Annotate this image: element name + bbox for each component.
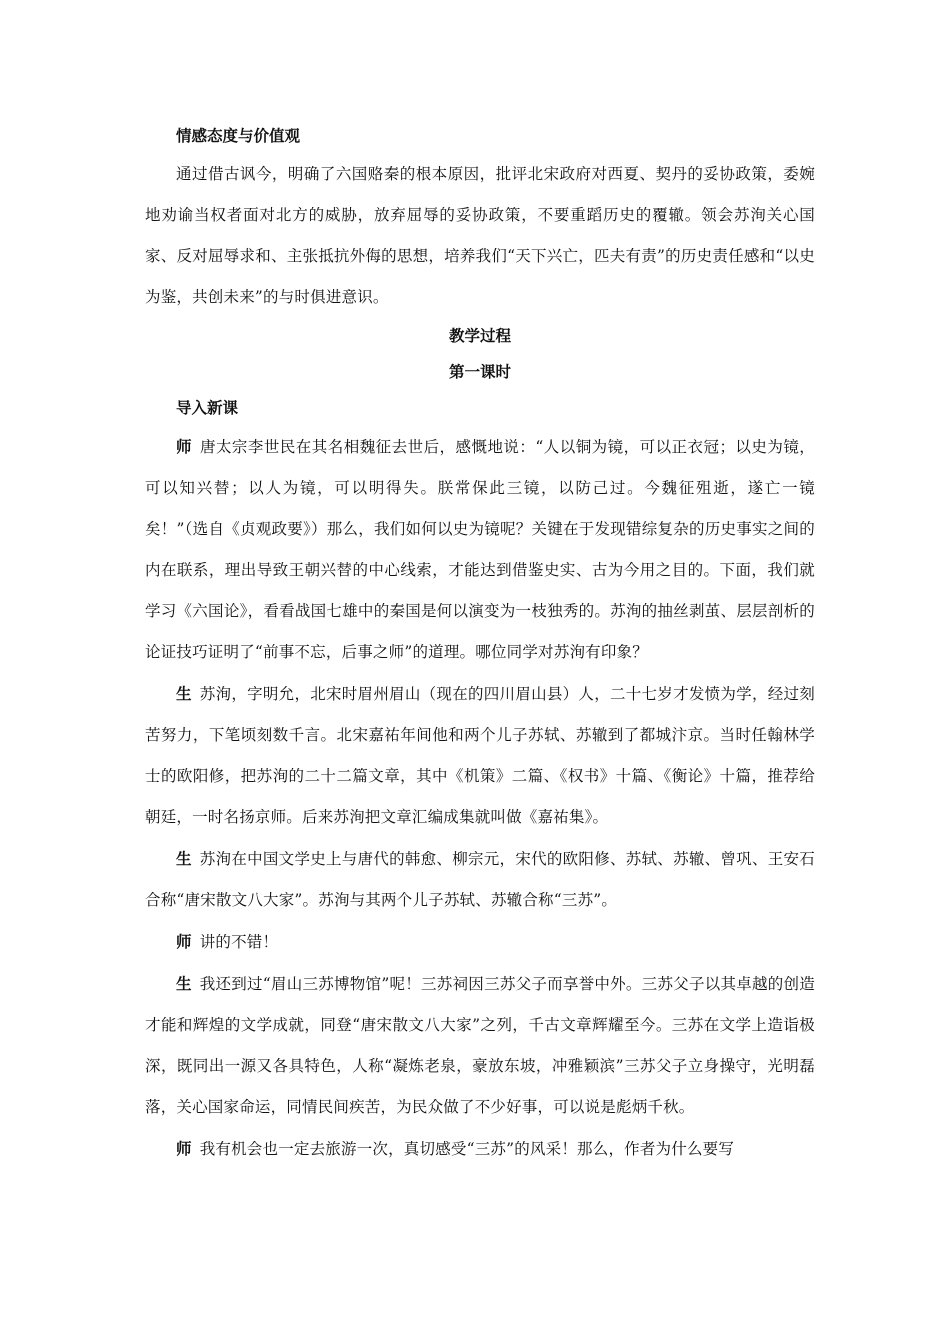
speaker-label: 师: [176, 1139, 192, 1158]
speaker-label: 师: [176, 437, 192, 456]
dialogue-paragraph: [145, 963, 815, 1128]
dialogue-text: 苏洵，字明允，北宋时眉州眉山（现在的四川眉山县）人，二十七岁才发愤为学，经过刻苦努力，下笔顷刻数千言。北宋嘉祐年间他和两个儿子苏轼、苏辙到了都城汴京。当时任翰林学士的欧阳修，把苏洵的二十二篇文章，其中《机策》二篇、《权书》十篇、《衡论》十篇，推荐给朝廷，一时名扬京师。后来苏洵把文章汇编成集就叫做《嘉祐集》。: [145, 685, 815, 826]
speaker-label: 生: [176, 974, 192, 993]
values-paragraph: 通过借古讽今，明确了六国赂秦的根本原因，批评北宋政府对西夏、契丹的妥协政策，委婉地劝谕当权者面对北方的威胁，放弃屈辱的妥协政策，不要重蹈历史的覆辙。领会苏洵关心国家、反对屈辱求和、主张抵抗外侮的思想，培养我们“天下兴亡，匹夫有责”的历史责任感和“以史为鉴，共创未来”的与时俱进意识。: [145, 165, 815, 306]
dialogue-paragraph: [145, 426, 815, 673]
speaker-label: 生: [176, 849, 192, 868]
speaker-label: 师: [176, 932, 192, 951]
dialogue-text: 我还到过“眉山三苏博物馆”呢！三苏祠因三苏父子而享誉中外。三苏父子以其卓越的创造才能和辉煌的文学成就，同登“唐宋散文八大家”之列，千古文章辉耀至今。三苏在文学上造诣极深，既同出一源又各具特色，人称“凝炼老泉，豪放东坡，冲雅颖滨”三苏父子立身操守，光明磊落，关心国家命运，同情民间疾苦，为民众做了不少好事，可以说是彪炳千秋。: [145, 975, 815, 1116]
dialogue-text: 讲的不错！: [199, 933, 279, 951]
dialogue-text: 唐太宗李世民在其名相魏征去世后，感慨地说：“人以铜为镜，可以正衣冠；以史为镜，可以知兴替；以人为镜，可以明得失。朕常保此三镜，以防己过。今魏征殂逝，遂亡一镜矣！”（选自《贞观政要》）那么，我们如何以史为镜呢？关键在于发现错综复杂的历史事实之间的内在联系，理出导致王朝兴替的中心线索，才能达到借鉴史实、古为今用之目的。下面，我们就学习《六国论》，看看战国七雄中的秦国是何以演变为一枝独秀的。苏洵的抽丝剥茧、层层剖析的论证技巧证明了“前事不忘，后事之师”的道理。哪位同学对苏洵有印象？: [145, 438, 816, 661]
dialogue-paragraph: [145, 838, 815, 921]
process-heading: 教学过程: [448, 326, 511, 345]
intro-heading: 导入新课: [176, 398, 239, 417]
dialogue-paragraph: [145, 1128, 815, 1170]
lesson-heading: 第一课时: [448, 362, 511, 381]
dialogue-paragraph: [145, 673, 815, 838]
dialogue-text: 我有机会也一定去旅游一次，真切感受“三苏”的风采！那么，作者为什么要写: [199, 1140, 735, 1158]
speaker-label: 生: [176, 684, 192, 703]
values-heading: 情感态度与价值观: [176, 126, 301, 145]
dialogue-paragraph: [145, 921, 815, 963]
document-body: [145, 118, 815, 1170]
dialogue-text: 苏洵在中国文学史上与唐代的韩愈、柳宗元，宋代的欧阳修、苏轼、苏辙、曾巩、王安石合称“唐宋散文八大家”。苏洵与其两个儿子苏轼、苏辙合称“三苏”。: [145, 850, 815, 909]
